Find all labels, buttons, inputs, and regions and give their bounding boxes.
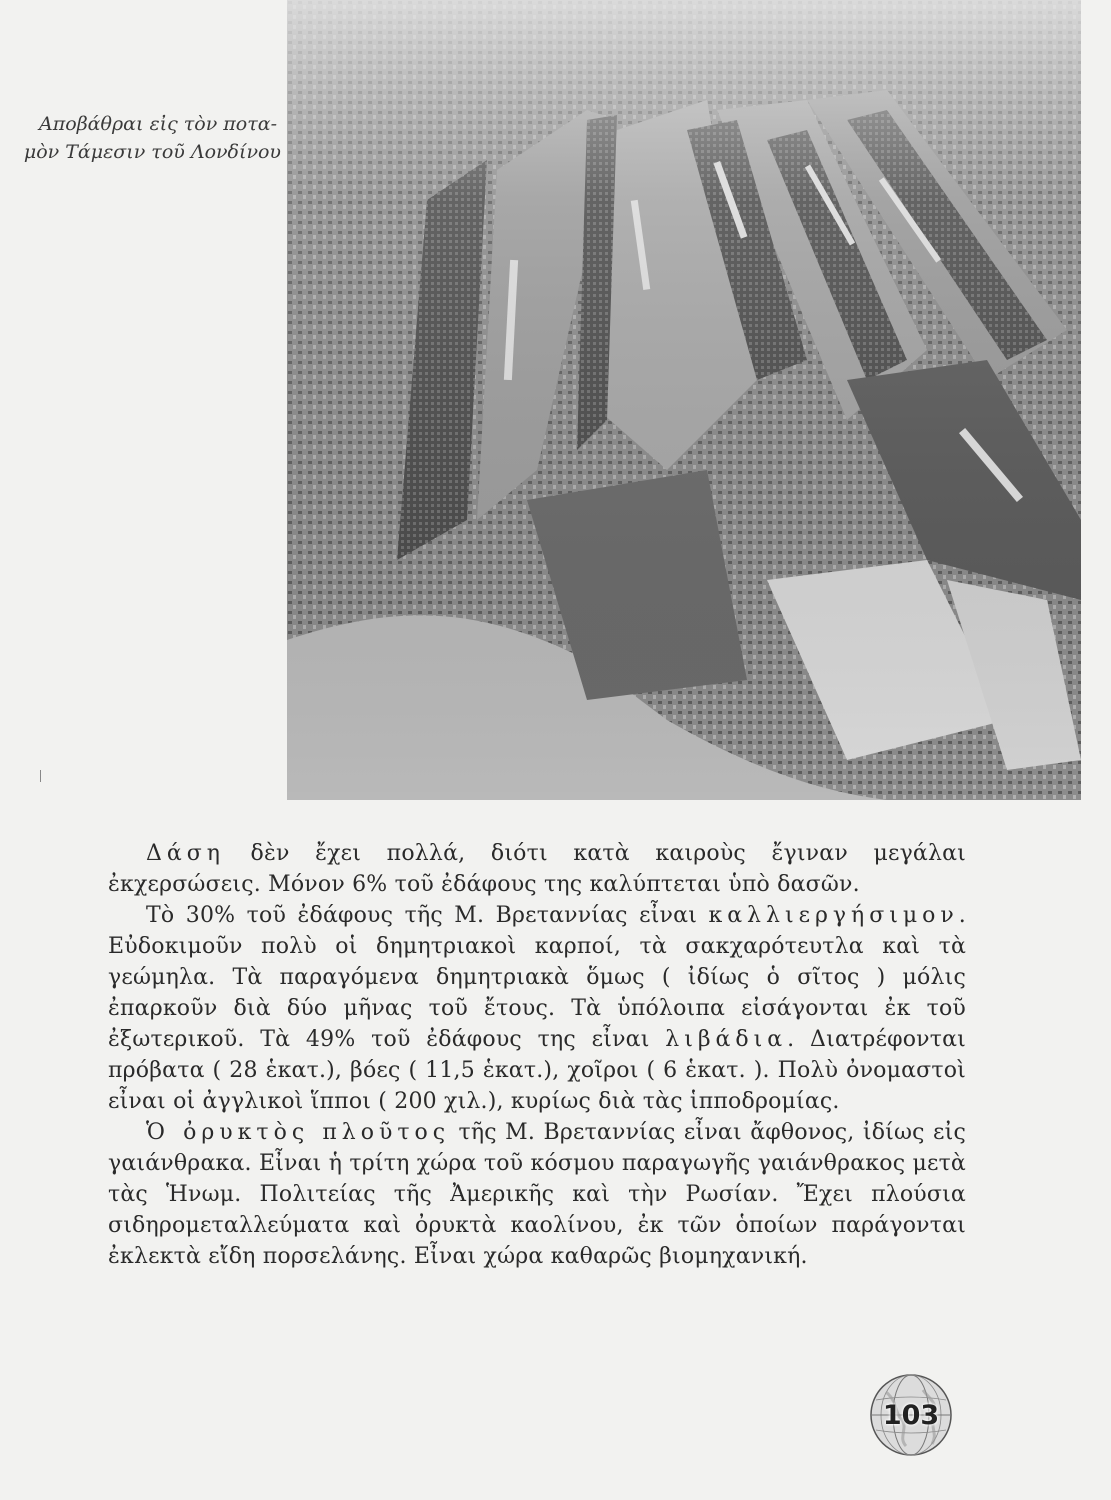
- term-meadows: λιβάδια: [665, 1027, 788, 1052]
- term-cultivable: καλλιεργήσιμον: [708, 903, 959, 928]
- aerial-docks-photo: [287, 0, 1081, 800]
- paragraph-forests-text: δὲν ἔχει πολλά, διότι κατὰ καιροὺς ἔγιναν μεγάλαι ἐκχερσώσεις. Μόνον 6% τοῦ ἐδάφους της καλύπτεται ὑπὸ δασῶν.: [108, 841, 966, 897]
- agriculture-text-1: Τὸ 30% τοῦ ἐδάφους τῆς Μ. Βρεταννίας εἶναι: [146, 903, 709, 928]
- page-number: 103: [882, 1399, 940, 1431]
- paragraph-forests: [108, 838, 966, 900]
- body-text: [108, 838, 966, 1272]
- paragraph-agriculture: [108, 900, 966, 1117]
- figure-caption: [0, 110, 285, 166]
- paragraph-minerals: [108, 1117, 966, 1272]
- caption-line-2: μὸν Τάμεσιν τοῦ Λονδίνου: [23, 141, 281, 163]
- agriculture-text-3: . Διατρέφονται πρόβατα ( 28 ἑκατ.), βόες ( 11,5 ἑκατ.), χοῖροι ( 6 ἑκατ. ). Πολὺ ὀνομαστοὶ εἶναι οἱ ἀγγλικοὶ ἵπποι ( 200 χιλ.), κυρίως διὰ τὰς ἱπποδρομίας.: [108, 1027, 966, 1114]
- photo-illustration: [287, 0, 1081, 800]
- paragraph-minerals-text: τῆς Μ. Βρεταννίας εἶναι ἄφθονος, ἰδίως εἰς γαιάνθρακα. Εἶναι ἡ τρίτη χώρα τοῦ κόσμου παραγωγῆς γαιάνθρακος μετὰ τὰς Ἡνωμ. Πολιτείας τῆς Ἀμερικῆς καὶ τὴν Ρωσίαν. Ἔχει πλούσια σιδηρομεταλλεύματα καὶ ὀρυκτὰ καολίνου, ἐκ τῶν ὁποίων παράγονται ἐκλεκτὰ εἴδη πορσελάνης. Εἶναι χώρα καθαρῶς βιομηχανική.: [108, 1120, 966, 1269]
- scan-mark: [40, 770, 41, 782]
- agriculture-text-2: . Εὐδοκιμοῦν πολὺ οἱ δημητριακοὶ καρποί, τὰ σακχαρότευτλα καὶ τὰ γεώμηλα. Τὰ παραγόμενα δημητριακὰ ὅμως ( ἰδίως ὁ σῖτος ) μόλις ἐπαρκοῦν διὰ δύο μῆνας τοῦ ἔτους. Τὰ ὑπόλοιπα εἰσάγονται ἐκ τοῦ ἐξωτερικοῦ. Τὰ 49% τοῦ ἐδάφους της εἶναι: [108, 903, 966, 1052]
- caption-line-1: Αποβάθραι εἰς τὸν ποτα-: [39, 113, 277, 135]
- term-forests: Δάση: [146, 841, 225, 866]
- term-mineral-wealth: Ὁ ὀρυκτὸς πλοῦτος: [146, 1120, 451, 1145]
- page-number-badge: [868, 1372, 954, 1458]
